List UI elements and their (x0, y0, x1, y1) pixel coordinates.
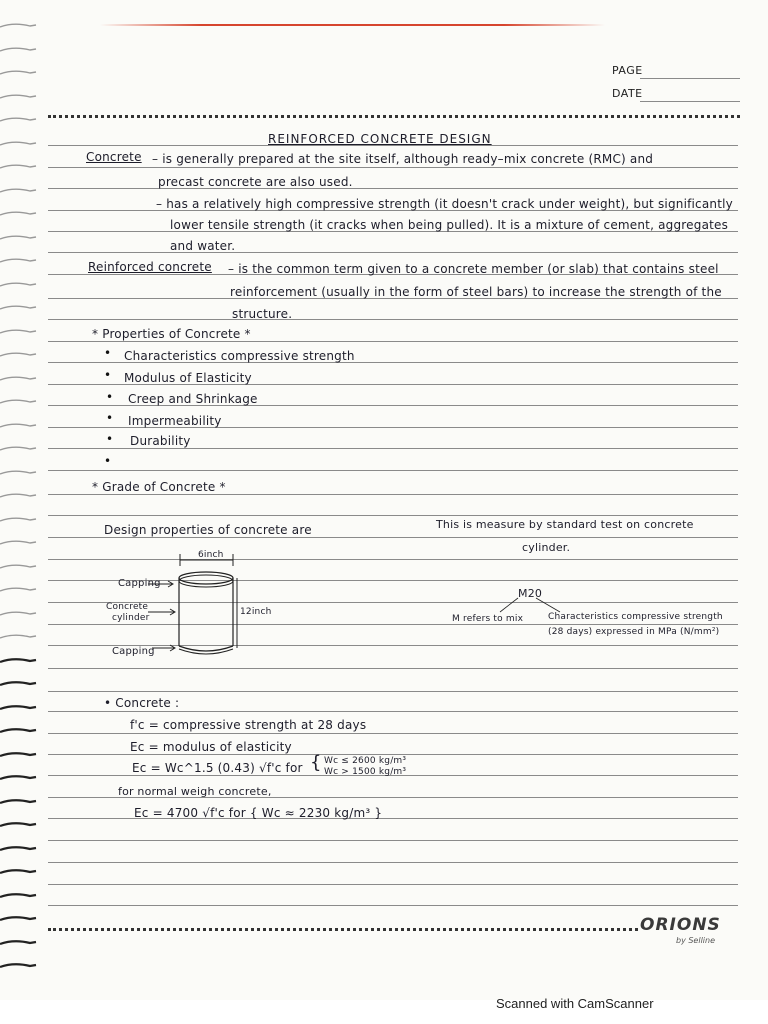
grade-m20: M20 (518, 587, 543, 600)
ruled-line (48, 188, 738, 189)
spiral-ring (0, 749, 40, 761)
spiral-ring (0, 631, 40, 643)
property-item: Modulus of Elasticity (124, 371, 252, 385)
ruled-line (48, 733, 738, 734)
design-properties-text: Design properties of concrete are (104, 523, 312, 537)
spiral-ring (0, 725, 40, 737)
spiral-ring (0, 396, 40, 408)
top-dotted-margin (48, 115, 740, 118)
page-line (640, 78, 740, 79)
reinforced-term: Reinforced concrete (88, 260, 212, 274)
cylinder-label-2: cylinder (112, 613, 150, 623)
spiral-ring (0, 514, 40, 526)
property-item: Characteristics compressive strength (124, 349, 355, 363)
condition-1: Wc ≤ 2600 kg/m³ (324, 756, 407, 766)
concrete-def-line2: precast concrete are also used. (158, 175, 353, 189)
spiral-ring (0, 302, 40, 314)
spiral-ring (0, 490, 40, 502)
spiral-ring (0, 819, 40, 831)
concrete-subheading: • Concrete : (104, 696, 180, 710)
spiral-ring (0, 584, 40, 596)
ruled-line (48, 470, 738, 471)
ruled-line (48, 167, 738, 168)
spiral-ring (0, 138, 40, 150)
bottom-dotted-margin (48, 928, 638, 931)
date-line (640, 101, 740, 102)
spiral-ring (0, 772, 40, 784)
spiral-ring (0, 373, 40, 385)
width-label: 6inch (198, 550, 224, 560)
spiral-ring (0, 655, 40, 667)
bullet: • (106, 411, 114, 425)
reinforced-def-line1: – is the common term given to a concrete member (or slab) that contains steel (228, 262, 719, 276)
bullet: • (104, 346, 112, 360)
height-label: 12inch (240, 607, 272, 617)
spiral-ring (0, 279, 40, 291)
capping-top-label: Capping (118, 578, 161, 589)
formula-ec-def: Ec = modulus of elasticity (130, 740, 292, 754)
bullet: • (106, 390, 114, 404)
concrete-def-line3: – has a relatively high compressive strength (it doesn't crack under weight), but significantly (156, 197, 733, 211)
bullet: • (104, 454, 112, 468)
spiral-ring (0, 866, 40, 878)
spiral-ring (0, 67, 40, 79)
ruled-line (48, 754, 738, 755)
spiral-ring (0, 843, 40, 855)
ruled-line (48, 691, 738, 692)
spiral-ring (0, 349, 40, 361)
ruled-line (48, 515, 738, 516)
normal-weight-heading: for normal weigh concrete, (118, 785, 272, 798)
ruled-line (48, 884, 738, 885)
properties-heading: * Properties of Concrete * (92, 327, 251, 341)
logo-signature: by Selline (676, 936, 716, 945)
grade-heading: * Grade of Concrete * (92, 480, 226, 494)
spiral-ring (0, 890, 40, 902)
capping-bottom-label: Capping (112, 646, 155, 657)
spiral-ring (0, 678, 40, 690)
page-label: PAGE (612, 64, 643, 77)
bullet: • (104, 368, 112, 382)
ruled-line (48, 448, 738, 449)
spiral-ring (0, 185, 40, 197)
spiral-ring (0, 537, 40, 549)
spiral-ring (0, 913, 40, 925)
property-item: Durability (130, 434, 191, 448)
spiral-ring (0, 44, 40, 56)
spiral-ring (0, 255, 40, 267)
spiral-ring (0, 232, 40, 244)
ruled-line (48, 319, 738, 320)
spiral-ring (0, 702, 40, 714)
spiral-ring (0, 420, 40, 432)
spiral-ring (0, 561, 40, 573)
date-label: DATE (612, 87, 643, 100)
property-item: Impermeability (128, 414, 222, 428)
concrete-def-line4: lower tensile strength (it cracks when being pulled). It is a mixture of cement, aggregates (170, 218, 729, 232)
concrete-def-line5: and water. (170, 239, 236, 253)
spiral-ring (0, 608, 40, 620)
condition-2: Wc > 1500 kg/m³ (324, 767, 407, 777)
spiral-ring (0, 960, 40, 972)
ruled-line (48, 862, 738, 863)
concrete-def-line1: – is generally prepared at the site itself, although ready–mix concrete (RMC) and (152, 152, 654, 166)
ruled-line (48, 341, 738, 342)
formula-ec-general: Ec = Wc^1.5 (0.43) √f'c for (132, 761, 303, 775)
spiral-ring (0, 114, 40, 126)
page-title: REINFORCED CONCRETE DESIGN (268, 132, 492, 146)
reinforced-def-line3: structure. (232, 307, 293, 321)
spiral-ring (0, 937, 40, 949)
spiral-ring (0, 20, 40, 32)
characteristics-line2: (28 days) expressed in MPa (N/mm²) (548, 627, 720, 637)
cylinder-label-1: Concrete (106, 602, 149, 612)
formula-fc: f'c = compressive strength at 28 days (130, 718, 367, 732)
spiral-ring (0, 91, 40, 103)
formula-ec-normal: Ec = 4700 √f'c for { Wc ≈ 2230 kg/m³ } (134, 806, 383, 820)
spiral-ring (0, 161, 40, 173)
spiral-ring (0, 796, 40, 808)
property-item: Creep and Shrinkage (128, 392, 258, 406)
spiral-ring (0, 208, 40, 220)
test-note-line1: This is measure by standard test on concrete (436, 518, 694, 531)
spiral-ring (0, 467, 40, 479)
ruled-line (48, 840, 738, 841)
bullet: • (106, 432, 114, 446)
test-note-line2: cylinder. (522, 541, 571, 554)
reinforced-def-line2: reinforcement (usually in the form of steel bars) to increase the strength of the (230, 285, 722, 299)
concrete-term: Concrete (86, 150, 142, 164)
ruled-line (48, 905, 738, 906)
ruled-line (48, 537, 738, 538)
camscanner-footer: Scanned with CamScanner (496, 996, 654, 1011)
spiral-ring (0, 326, 40, 338)
brace: { (310, 752, 322, 773)
orions-logo: ORIONS (640, 915, 721, 935)
top-red-line (100, 24, 605, 26)
ruled-line (48, 494, 738, 495)
ruled-line (48, 252, 738, 253)
characteristics-line1: Characteristics compressive strength (548, 612, 723, 622)
m-refers-to-mix: M refers to mix (452, 614, 524, 624)
ruled-line (48, 711, 738, 712)
ruled-line (48, 668, 738, 669)
spiral-ring (0, 443, 40, 455)
